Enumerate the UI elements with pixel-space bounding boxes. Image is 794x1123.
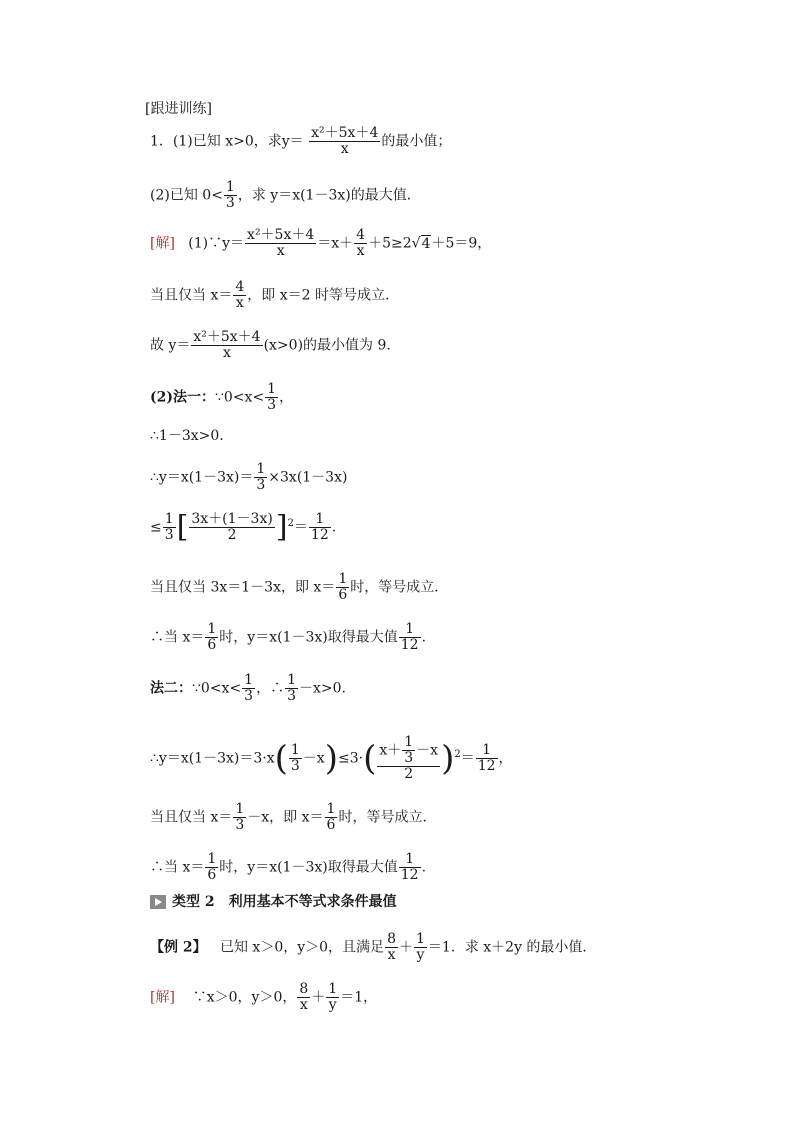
- solution-1-line-2: 当且仅当 x＝ $\frac{4}{x}$ ，即 x＝2 时等号成立．: [150, 279, 399, 311]
- play-icon: [150, 895, 166, 909]
- fraction: $\frac{1}{12}$: [400, 621, 419, 653]
- solution-3-line-1: [解] ∵x＞0，y＞0， $\frac{8}{x}$ ＋ $\frac{1}{y}$ ＝1，: [150, 981, 378, 1013]
- fraction: $\frac{4}{x}$: [235, 279, 245, 311]
- fraction: $\frac{1}{12}$: [310, 511, 329, 543]
- right-paren: ): [324, 738, 338, 779]
- method-2-line-1: 法二：∵0<x< $\frac{1}{3}$ ，∴ $\frac{1}{3}$ －x>0.: [150, 672, 346, 704]
- fraction: $\frac{\text{x²＋5x＋4}}{x}$: [311, 125, 379, 157]
- left-bracket: [: [176, 509, 189, 545]
- solution-2-line-1: (2)法一：∵0<x< $\frac{1}{3}$ ，: [150, 381, 294, 413]
- fraction: $\frac{1}{6}$: [207, 851, 217, 883]
- fraction: $\frac{1}{6}$: [326, 801, 336, 833]
- fraction: $\frac{3x+(1-3x)}{2}$: [191, 511, 273, 543]
- fraction: $\frac{\text{x²＋5x＋4}}{x}$: [193, 329, 261, 361]
- fraction: $\frac{1}{y}$: [415, 931, 425, 963]
- solution-2-line-2: ∴1－3x>0.: [150, 428, 224, 444]
- fraction: $\frac{8}{x}$: [299, 981, 309, 1013]
- fraction: $\frac{1}{12}$: [400, 851, 419, 883]
- fraction: $\frac{1}{3}$: [225, 179, 235, 211]
- fraction: $\frac{1}{3}$: [164, 511, 174, 543]
- fraction: $\frac{1}{6}$: [207, 621, 217, 653]
- solution-1-line-3: 故 y＝ $\frac{\text{x²＋5x＋4}}{x}$ (x>0)的最小值为 9.: [150, 329, 391, 361]
- solution-tag: [解]: [150, 235, 175, 252]
- method-2-line-3: 当且仅当 x＝ $\frac{1}{3}$ －x，即 x＝ $\frac{1}{6}$ 时，等号成立．: [150, 801, 437, 833]
- solution-2-line-4: ≤ $\frac{1}{3}$ [ $\frac{3x+(1-3x)}{2}$ ]$^2$＝ $\frac{1}{12}$ .: [150, 509, 337, 545]
- method-2-line-2: ∴y＝x(1－3x)＝3·x( $\frac{1}{3}$ －x)≤3·( x＋ $\frac{1}{3}$ －x 2 )$^2$＝ $\frac{1}{12}$ ，: [150, 734, 513, 782]
- fraction: $\frac{1}{3}$: [267, 381, 277, 413]
- left-paren: (: [363, 738, 377, 779]
- fraction: $\frac{\text{x²＋5x＋4}}{x}$: [247, 227, 315, 259]
- fraction: $\frac{1}{3}$: [256, 461, 266, 493]
- left-paren: (: [274, 738, 288, 779]
- question-1-part-2: (2)已知 0< $\frac{1}{3}$ ，求 y＝x(1－3x)的最大值．: [150, 179, 421, 211]
- solution-2-line-5: 当且仅当 3x＝1－3x，即 x＝ $\frac{1}{6}$ 时，等号成立．: [150, 571, 449, 603]
- fraction: $\frac{1}{3}$: [287, 672, 297, 704]
- fraction: $\frac{4}{x}$: [356, 227, 366, 259]
- example-2: 【例 2】 已知 x＞0，y＞0，且满足 $\frac{8}{x}$ ＋ $\frac{1}{y}$ ＝1．求 x＋2y 的最小值．: [150, 931, 597, 963]
- solution-2-line-3: ∴y＝x(1－3x)＝ $\frac{1}{3}$ ×3x(1－3x): [150, 461, 348, 493]
- fraction: $\frac{8}{x}$: [387, 931, 396, 963]
- solution-2-line-6: ∴当 x＝ $\frac{1}{6}$ 时，y＝x(1－3x)取得最大值 $\frac{1}{12}$ .: [150, 621, 427, 653]
- fraction: $\frac{1}{3}$: [244, 672, 254, 704]
- fraction: $\frac{1}{3}$: [290, 742, 300, 774]
- type-2-heading: 类型 2 利用基本不等式求条件最值: [150, 893, 397, 911]
- method-2-line-4: ∴当 x＝ $\frac{1}{6}$ 时，y＝x(1－3x)取得最大值 $\frac{1}{12}$ .: [150, 851, 427, 883]
- solution-tag: [解]: [150, 989, 175, 1006]
- section-header: [跟进训练]: [145, 101, 212, 117]
- right-paren: ): [441, 738, 455, 779]
- nested-numerator: x＋ $\frac{1}{3}$ －x: [379, 734, 439, 766]
- fraction: $\frac{1}{y}$: [328, 981, 338, 1013]
- fraction: $\frac{1}{3}$: [404, 734, 414, 766]
- sqrt-symbol: √: [411, 235, 421, 252]
- fraction: x＋ $\frac{1}{3}$ －x 2: [379, 734, 439, 782]
- right-bracket: ]: [275, 509, 288, 545]
- solution-1-line-1: [解] (1)∵y＝ $\frac{\text{x²＋5x＋4}}{x}$ ＝x＋ $\frac{4}{x}$ ＋5≥2√4＋5＝9，: [150, 227, 492, 259]
- fraction: $\frac{1}{6}$: [338, 571, 348, 603]
- question-1-part-1: 1．(1)已知 x>0，求y＝ $\frac{\text{x²＋5x＋4}}{x}$ 的最小值；: [150, 125, 452, 157]
- fraction: $\frac{1}{3}$: [235, 801, 245, 833]
- fraction: $\frac{1}{12}$: [477, 742, 496, 774]
